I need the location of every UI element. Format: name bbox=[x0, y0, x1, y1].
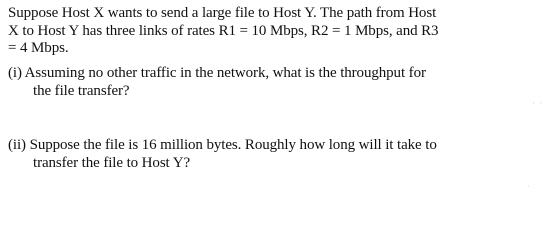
question-one-line: the file transfer? bbox=[33, 82, 130, 99]
question-two bbox=[8, 137, 478, 172]
problem-statement-line: = 4 Mbps. bbox=[8, 40, 69, 56]
problem-statement-line: X to Host Y has three links of rates R1 = 10 Mbps, R2 = 1 Mbps, and R3 bbox=[8, 22, 439, 39]
scan-speck: · bbox=[527, 182, 530, 191]
question-one bbox=[8, 65, 478, 100]
question-two-line: (ii) Suppose the file is 16 million bytes. Roughly how long will it take to bbox=[8, 137, 437, 153]
problem-statement bbox=[8, 5, 478, 58]
scan-speck: · · bbox=[532, 98, 544, 108]
problem-statement-line: Suppose Host X wants to send a large file to Host Y. The path from Host bbox=[8, 5, 437, 21]
question-one-line: (i) Assuming no other traffic in the network, what is the throughput for bbox=[8, 65, 426, 81]
question-two-line: transfer the file to Host Y? bbox=[33, 154, 191, 171]
